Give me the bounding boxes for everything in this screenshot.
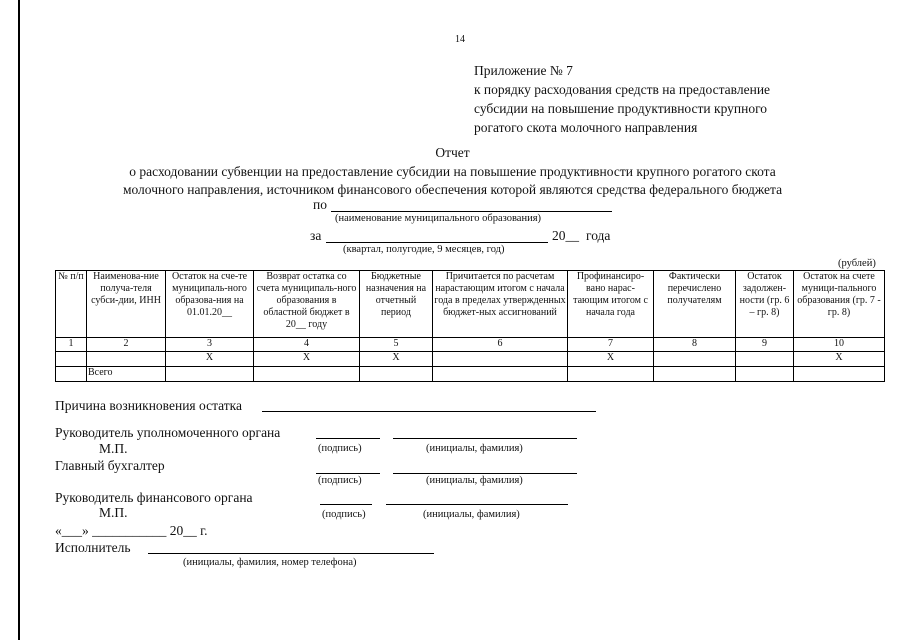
mp-label-2: М.П.: [99, 505, 128, 520]
table-cell: X: [166, 352, 254, 367]
header-cell: Фактически перечислено получателям: [654, 271, 736, 338]
table-cell[interactable]: [56, 352, 87, 367]
za-label: за: [310, 228, 322, 243]
table-cell[interactable]: [794, 367, 885, 382]
chief-accountant-label: Главный бухгалтер: [55, 458, 165, 473]
table-cell[interactable]: [360, 367, 433, 382]
initials-caption-2: (инициалы, фамилия): [426, 475, 523, 486]
table-cell: X: [568, 352, 654, 367]
units-label: (рублей): [838, 258, 876, 269]
header-cell: Остаток на сче-те муниципаль-ного образова-ния на 01.01.20__: [166, 271, 254, 338]
column-number: 8: [654, 338, 736, 352]
signature-caption-2: (подпись): [318, 475, 362, 486]
total-row: [56, 367, 885, 382]
column-number: 6: [433, 338, 568, 352]
table-cell[interactable]: [568, 367, 654, 382]
header-cell: Причитается по расчетам нарастающим итогом с начала года в пределах утвержденных бюджет-ных ассигнований: [433, 271, 568, 338]
table-cell[interactable]: [433, 352, 568, 367]
municipality-caption: (наименование муниципального образования): [335, 213, 542, 224]
report-table: [55, 270, 885, 382]
head-authority-name-field[interactable]: [393, 438, 577, 439]
period-caption: (квартал, полугодие, 9 месяцев, год): [343, 244, 505, 255]
executor-field[interactable]: [148, 553, 434, 554]
table-row: [56, 352, 885, 367]
table-cell[interactable]: [433, 367, 568, 382]
reason-label: Причина возникновения остатка: [55, 398, 243, 413]
header-cell: Наименова-ние получа-теля субси-дии, ИНН: [87, 271, 166, 338]
po-label: по: [313, 197, 327, 212]
report-subtitle: [0, 163, 905, 199]
report-subtitle-line-2: молочного направления, источником финансового обеспечения которой являются средства федерального бюджета: [122, 182, 783, 197]
head-finance-name-field[interactable]: [386, 504, 568, 505]
header-cell: Профинансиро-вано нарас-тающим итогом с начала года: [568, 271, 654, 338]
column-number: 10: [794, 338, 885, 352]
report-subtitle-line-1: о расходовании субвенции на предоставление субсидии на повышение продуктивности крупного рогатого скота: [129, 164, 776, 179]
table-cell[interactable]: [87, 352, 166, 367]
appendix-line-4: рогатого скота молочного направления: [474, 120, 698, 135]
column-number: 9: [736, 338, 794, 352]
column-number: 4: [254, 338, 360, 352]
report-title: Отчет: [435, 145, 470, 160]
table-cell: X: [794, 352, 885, 367]
table-header-row: [56, 271, 885, 338]
total-label: Всего: [87, 367, 166, 382]
page-number: 14: [455, 34, 465, 45]
table-cell[interactable]: [654, 367, 736, 382]
appendix-line-3: субсидии на повышение продуктивности крупного: [474, 101, 768, 116]
header-cell: Бюджетные назначения на отчетный период: [360, 271, 433, 338]
table-cell[interactable]: [254, 367, 360, 382]
mp-label-1: М.П.: [99, 441, 128, 456]
header-cell: № п/п: [56, 271, 87, 338]
column-number: 2: [87, 338, 166, 352]
executor-label: Исполнитель: [55, 540, 131, 555]
table-cell: X: [360, 352, 433, 367]
left-margin-rule: [18, 0, 20, 640]
head-finance-label: Руководитель финансового органа: [55, 490, 253, 505]
signature-caption-3: (подпись): [322, 509, 366, 520]
executor-caption: (инициалы, фамилия, номер телефона): [183, 557, 357, 568]
appendix-block: [474, 61, 770, 137]
header-cell: Остаток задолжен-ности (гр. 6 – гр. 8): [736, 271, 794, 338]
column-number: 5: [360, 338, 433, 352]
column-number: 3: [166, 338, 254, 352]
column-number: 7: [568, 338, 654, 352]
signature-caption-1: (подпись): [318, 443, 362, 454]
appendix-line-1: Приложение № 7: [474, 63, 573, 78]
head-finance-signature-field[interactable]: [320, 504, 372, 505]
chief-accountant-name-field[interactable]: [393, 473, 577, 474]
column-number: 1: [56, 338, 87, 352]
table-cell[interactable]: [166, 367, 254, 382]
period-field[interactable]: [326, 242, 548, 243]
table-cell[interactable]: [736, 352, 794, 367]
head-authority-label: Руководитель уполномоченного органа: [55, 425, 281, 440]
appendix-line-2: к порядку расходования средств на предоставление: [474, 82, 771, 97]
municipality-field[interactable]: [331, 211, 612, 212]
initials-caption-3: (инициалы, фамилия): [423, 509, 520, 520]
column-number-row: [56, 338, 885, 352]
year-prefix: 20__: [552, 228, 579, 243]
date-line[interactable]: «___» ___________ 20__ г.: [55, 523, 208, 538]
initials-caption-1: (инициалы, фамилия): [426, 443, 523, 454]
reason-field[interactable]: [262, 411, 596, 412]
table-cell: X: [254, 352, 360, 367]
head-authority-signature-field[interactable]: [316, 438, 380, 439]
header-cell: Остаток на счете муници-пального образования (гр. 7 - гр. 8): [794, 271, 885, 338]
header-cell: Возврат остатка со счета муниципаль-ного образования в областной бюджет в 20__ году: [254, 271, 360, 338]
year-suffix: года: [586, 228, 611, 243]
table-cell[interactable]: [736, 367, 794, 382]
table-cell[interactable]: [654, 352, 736, 367]
chief-accountant-signature-field[interactable]: [316, 473, 380, 474]
table-cell: [56, 367, 87, 382]
